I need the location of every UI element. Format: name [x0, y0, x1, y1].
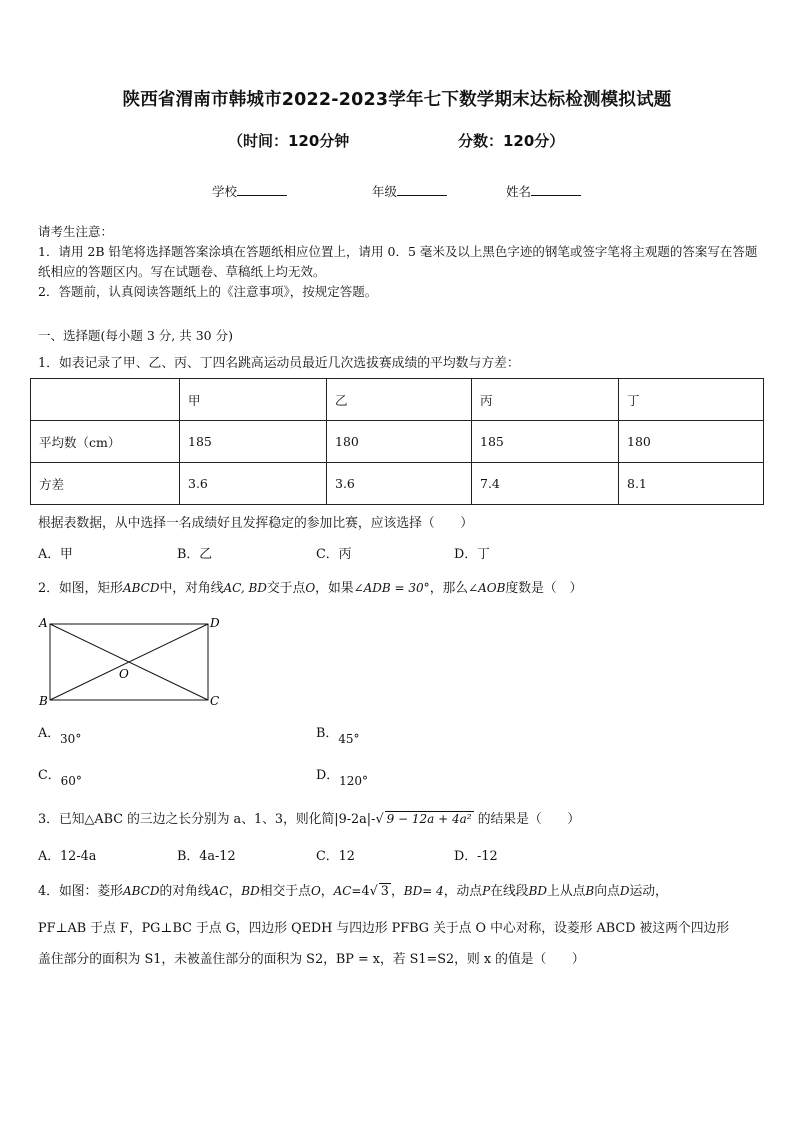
center-o-label: O [119, 667, 129, 681]
q2-math: ∠AOB [468, 581, 506, 595]
notice-item-1: 1．请用 2B 铅笔将选择题答案涂填在答题纸相应位置上，请用 0．5 毫米及以上黑色字迹的钢笔或签字笔将主观题的答案写在答题纸相应的答题区内。写在试题卷、草稿纸上均无效。 [38, 244, 758, 279]
name-blank [531, 183, 581, 196]
q3-option-a: A．12-4a [38, 849, 97, 864]
option-label: C． [38, 768, 61, 783]
vertex-b-label: B [39, 694, 48, 708]
q4-text: 运动， [629, 884, 668, 899]
q2-stem-part: 交于点 [266, 581, 306, 596]
table-cell [31, 379, 180, 421]
vertex-a-label: A [39, 616, 48, 630]
section-heading: 一、选择题(每小题 3 分, 共 30 分) [38, 328, 233, 343]
q4-math: D [619, 884, 630, 898]
q1-table [30, 378, 764, 505]
q3-option-c: C．12 [316, 849, 355, 864]
table-cell: 3.6 [180, 463, 327, 505]
grade-label: 年级 [372, 184, 398, 199]
q3-stem [38, 808, 580, 827]
q4-text: ， [228, 884, 242, 899]
q4-math: B [585, 884, 595, 898]
q4-math: AC= [333, 884, 362, 898]
q4-ac-radicand: 3 [380, 884, 389, 899]
table-cell: 180 [619, 421, 764, 463]
q4-text: 向点 [594, 884, 620, 899]
q3-stem-part: 3．已知△ABC 的三边之长分别为 a、1、3，则化简|9-2a|- [38, 812, 376, 827]
q2-math: ∠ADB = 30° [353, 581, 430, 595]
school-label: 学校 [212, 184, 238, 199]
q4-math: BD [528, 884, 548, 898]
q4-math: O [310, 884, 321, 898]
exam-title: 陕西省渭南市韩城市2022-2023学年七下数学期末达标检测模拟试题 [122, 90, 672, 110]
q2-option-a [38, 722, 82, 746]
exam-score: 分数：120分） [458, 132, 565, 150]
grade-blank [397, 183, 447, 196]
option-value: 60° [60, 774, 82, 788]
q4-text: 4．如图：菱形 [38, 884, 123, 899]
q2-option-c [38, 764, 82, 788]
q4-line-1 [38, 880, 768, 899]
option-value: 120° [339, 774, 368, 788]
q4-math: P [482, 884, 491, 898]
sqrt-sign-icon: √ [375, 812, 384, 827]
q4-text: ， [320, 884, 334, 899]
q3-option-d: D．-12 [454, 849, 498, 864]
table-cell: 7.4 [472, 463, 619, 505]
option-value: 45° [338, 732, 360, 746]
q2-stem-part: 2．如图，矩形 [38, 581, 123, 596]
q1-stem: 1．如表记录了甲、乙、丙、丁四名跳高运动员最近几次选拔赛成绩的平均数与方差： [38, 356, 520, 371]
vertex-c-label: C [210, 694, 220, 708]
table-cell: 8.1 [619, 463, 764, 505]
q2-stem-part: ，那么 [429, 581, 469, 596]
table-row [31, 463, 764, 505]
q1-option-c: C．丙 [316, 547, 352, 562]
table-cell: 平均数（cm） [31, 421, 180, 463]
name-label: 姓名 [506, 184, 532, 199]
q4-text: 在线段 [490, 884, 529, 899]
q2-math: O [305, 581, 316, 595]
table-row [31, 421, 764, 463]
q4-text: 上从点 [547, 884, 586, 899]
name-field [506, 182, 581, 200]
table-cell: 丙 [472, 379, 619, 421]
table-cell: 185 [472, 421, 619, 463]
table-cell: 3.6 [327, 463, 472, 505]
q4-line-3: 盖住部分的面积为 S1，未被盖住部分的面积为 S2，BP = x，若 S1=S2，则 x 的值是（ ） [38, 952, 585, 967]
vertex-d-label: D [210, 616, 220, 630]
q4-text: 的对角线 [159, 884, 211, 899]
exam-time: （时间：120分钟 [228, 132, 350, 150]
option-label: B． [316, 726, 339, 741]
q1-after: 根据表数据，从中选择一名成绩好且发挥稳定的参加比赛，应该选择（ ） [38, 516, 474, 531]
q4-line-2: PF⊥AB 于点 F，PG⊥BC 于点 G，四边形 QEDH 与四边形 PFBG 关于点 O 中心对称，设菱形 ABCD 被这两个四边形 [38, 921, 730, 936]
q4-text: 相交于点 [259, 884, 311, 899]
school-blank [237, 183, 287, 196]
q2-stem-part: 中，对角线 [159, 581, 224, 596]
notice-heading: 请考生注意： [38, 224, 114, 239]
notice-item-2: 2．答题前，认真阅读答题纸上的《注意事项》，按规定答题。 [38, 284, 378, 299]
q4-text: ，动点 [443, 884, 483, 899]
q4-ac-coef: 4 [361, 884, 370, 899]
q4-math: BD [241, 884, 260, 898]
q1-option-d: D．丁 [454, 547, 490, 562]
q3-stem-part: 的结果是（ ） [477, 812, 581, 827]
table-cell: 丁 [619, 379, 764, 421]
table-cell: 甲 [180, 379, 327, 421]
table-cell: 方差 [31, 463, 180, 505]
grade-field [372, 182, 447, 200]
q2-option-b [316, 722, 360, 746]
table-cell: 180 [327, 421, 472, 463]
q2-stem-part: ，如果 [315, 581, 354, 596]
q1-option-b: B．乙 [177, 547, 212, 562]
table-row [31, 379, 764, 421]
q2-stem [38, 577, 582, 596]
option-label: A． [38, 726, 61, 741]
q3-radicand: 9 − 12a + 4a² [386, 812, 472, 826]
q3-option-b: B．4a-12 [177, 849, 236, 864]
school-field [212, 182, 287, 200]
q2-math: AC, BD [223, 581, 267, 595]
q4-math: BD= 4 [403, 884, 444, 898]
q2-rectangle-figure [36, 612, 226, 712]
sqrt-sign-icon: √ [369, 884, 378, 899]
q2-stem-part: 度数是（ ） [505, 581, 583, 596]
q4-math: ABCD [122, 884, 160, 898]
q4-math: AC [210, 884, 229, 898]
option-value: 30° [60, 732, 82, 746]
q1-option-a: A．甲 [38, 547, 73, 562]
option-label: D． [316, 768, 340, 783]
q4-text: ， [390, 884, 404, 899]
table-cell: 乙 [327, 379, 472, 421]
table-cell: 185 [180, 421, 327, 463]
notice-block [38, 222, 762, 302]
q2-option-d [316, 764, 368, 788]
q2-math: ABCD [122, 581, 160, 595]
